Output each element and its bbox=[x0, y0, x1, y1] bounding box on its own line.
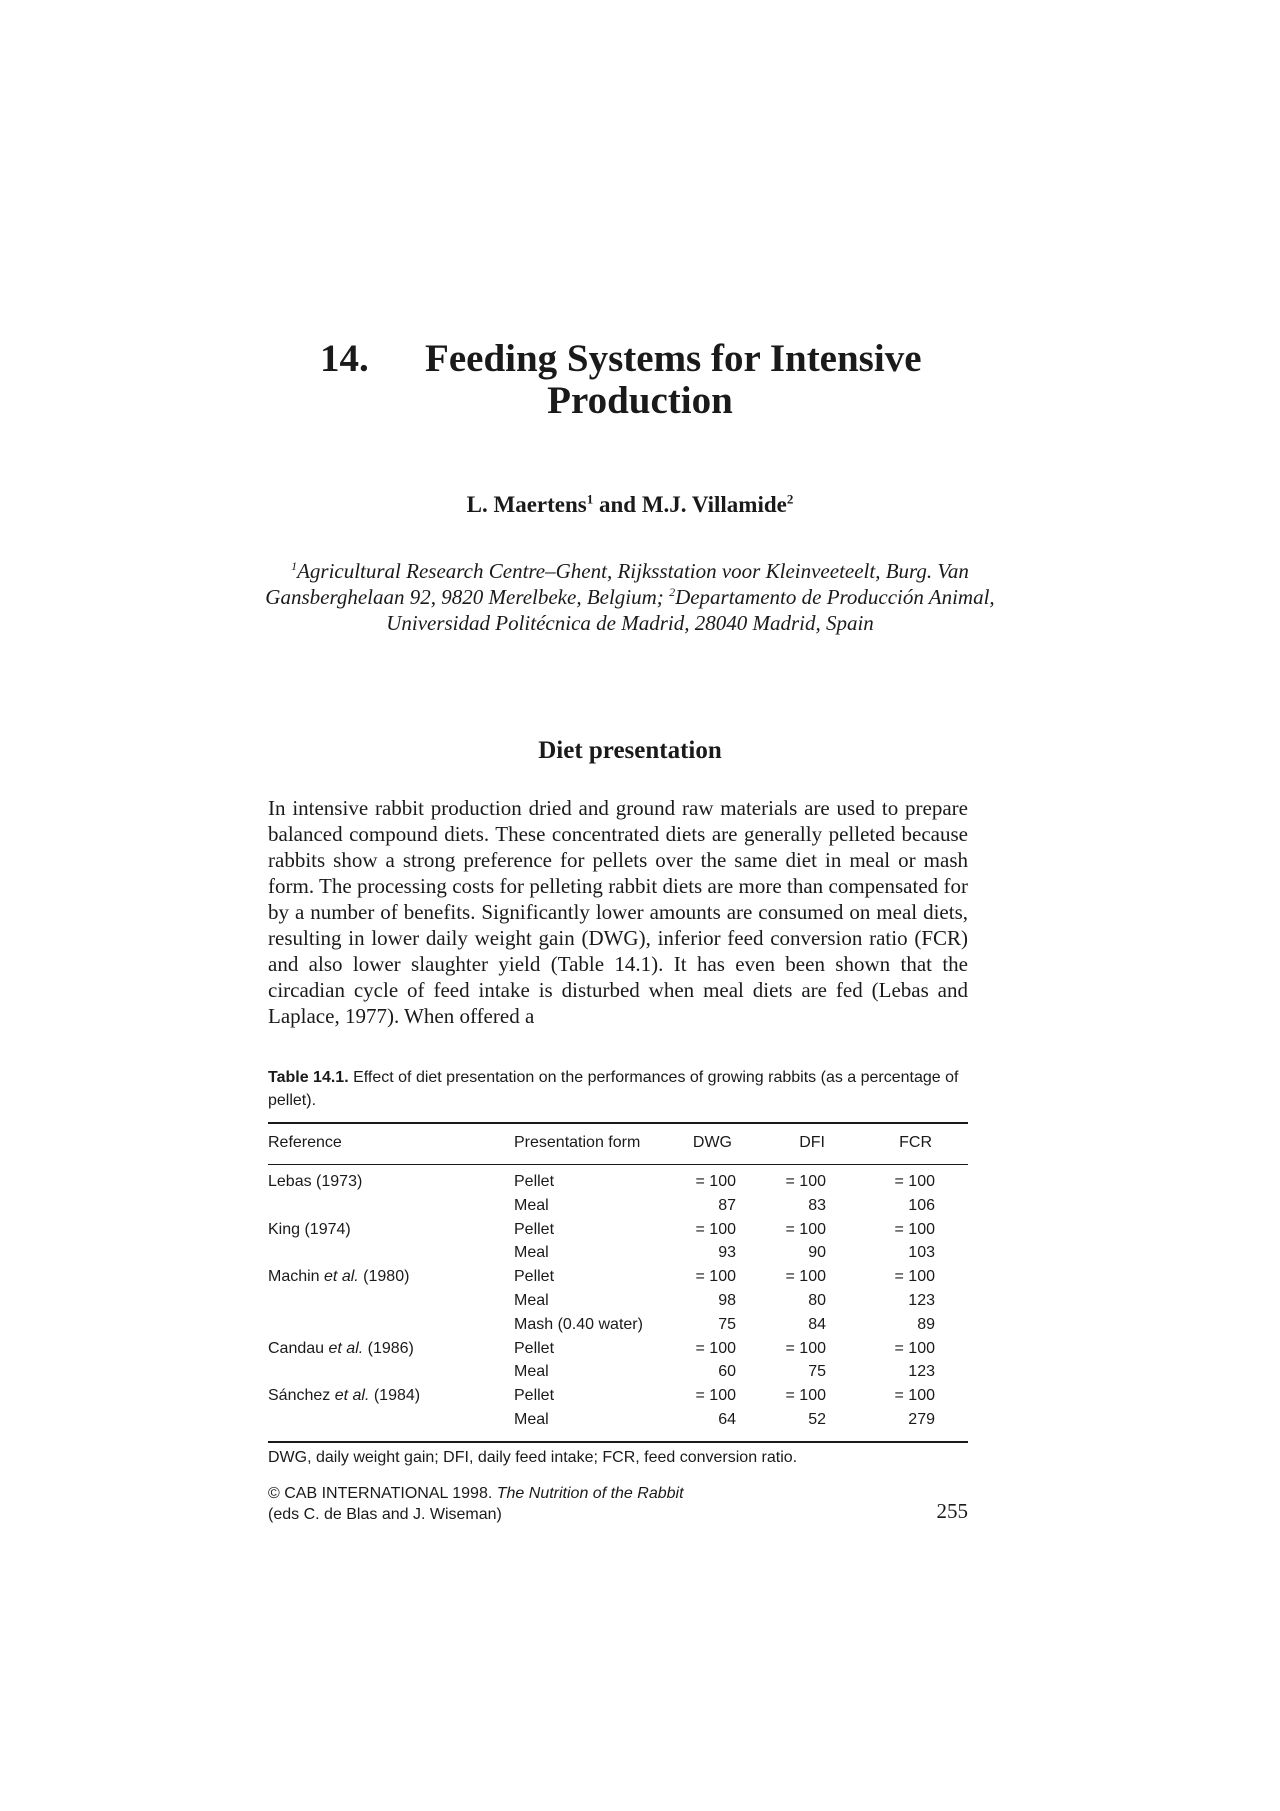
cell-reference bbox=[268, 1170, 362, 1194]
cell-presentation-form: Meal bbox=[514, 1410, 549, 1428]
cell-fcr: 123 bbox=[908, 1291, 935, 1309]
cell-dwg: = 100 bbox=[695, 1173, 736, 1190]
chapter-title-line1: Feeding Systems for Intensive bbox=[425, 337, 922, 380]
reference-author: Lebas (1973) bbox=[268, 1173, 363, 1190]
reference-etal: et al. bbox=[334, 1387, 370, 1405]
copyright-line bbox=[268, 1483, 684, 1504]
reference-author: Sánchez bbox=[268, 1387, 335, 1405]
cell-fcr: = 100 bbox=[894, 1220, 935, 1238]
cell-dfi: 80 bbox=[808, 1291, 826, 1309]
cell-presentation-form: Meal bbox=[514, 1291, 549, 1309]
cell-dwg: 87 bbox=[718, 1196, 736, 1214]
table-header-rule bbox=[268, 1164, 968, 1165]
cell-dwg: 75 bbox=[718, 1315, 736, 1333]
author-superscript: 2 bbox=[786, 491, 794, 507]
cell-dfi: 90 bbox=[808, 1244, 826, 1262]
table-row bbox=[268, 1170, 968, 1194]
cell-dwg: = 100 bbox=[695, 1339, 736, 1357]
cell-presentation-form: Meal bbox=[514, 1196, 549, 1214]
cell-fcr: = 100 bbox=[894, 1268, 935, 1286]
cell-dwg: 98 bbox=[718, 1291, 736, 1309]
table-row bbox=[268, 1265, 968, 1289]
cell-dfi: 83 bbox=[808, 1196, 826, 1214]
cell-dfi: 75 bbox=[808, 1363, 826, 1381]
cell-presentation-form: Pellet bbox=[514, 1387, 555, 1405]
table-row bbox=[268, 1337, 968, 1361]
cell-fcr: 106 bbox=[908, 1196, 935, 1214]
cell-dwg: 60 bbox=[718, 1363, 736, 1381]
reference-etal: et al. bbox=[328, 1339, 364, 1357]
reference-year: (1980) bbox=[358, 1268, 410, 1286]
cell-dfi: = 100 bbox=[785, 1173, 826, 1190]
copyright-prefix: © CAB INTERNATIONAL 1998. bbox=[268, 1485, 497, 1502]
header-fcr: FCR bbox=[899, 1134, 932, 1151]
table-row bbox=[268, 1194, 968, 1218]
cell-fcr: 103 bbox=[908, 1244, 935, 1262]
table-header-row bbox=[268, 1131, 968, 1155]
affiliation-superscript: 2 bbox=[669, 585, 676, 599]
cell-dfi: = 100 bbox=[785, 1220, 826, 1238]
cell-fcr: = 100 bbox=[894, 1387, 935, 1405]
author-line bbox=[300, 492, 960, 518]
cell-dfi: 84 bbox=[808, 1315, 826, 1333]
cell-reference bbox=[268, 1384, 420, 1408]
affiliation-text: Agricultural Research Centre–Ghent, Rijksstation voor Kleinveeteelt, Burg. Van Gansberghelaan 92, 9820 Merelbeke, Belgium; bbox=[265, 559, 969, 609]
cell-dfi: = 100 bbox=[785, 1387, 826, 1405]
page-number: 255 bbox=[936, 1499, 968, 1523]
affiliation-superscript: 1 bbox=[291, 559, 298, 573]
cell-dwg: = 100 bbox=[695, 1387, 736, 1405]
table-row bbox=[268, 1218, 968, 1242]
header-dwg: DWG bbox=[692, 1134, 732, 1151]
cell-dwg: = 100 bbox=[695, 1268, 736, 1286]
reference-year: (1984) bbox=[369, 1387, 421, 1405]
chapter-title bbox=[300, 338, 960, 422]
table-row bbox=[268, 1408, 968, 1432]
cell-dwg: 64 bbox=[718, 1410, 736, 1428]
book-title: The Nutrition of the Rabbit bbox=[496, 1485, 684, 1502]
table-row bbox=[268, 1289, 968, 1313]
cell-presentation-form: Pellet bbox=[514, 1220, 555, 1238]
cell-reference bbox=[268, 1265, 409, 1289]
cell-fcr: = 100 bbox=[894, 1339, 935, 1357]
author-name: M.J. Villamide bbox=[641, 492, 787, 517]
cell-fcr: = 100 bbox=[894, 1173, 935, 1190]
affiliation-text: Departamento de Producción Animal, Universidad Politécnica de Madrid, 28040 Madrid, Spain bbox=[386, 585, 995, 635]
author-connector: and bbox=[593, 492, 642, 517]
table-caption-label: Table 14.1. bbox=[268, 1069, 349, 1086]
cell-dwg: 93 bbox=[718, 1244, 736, 1262]
reference-year: (1986) bbox=[363, 1339, 414, 1357]
reference-author: Machin bbox=[268, 1268, 325, 1286]
editors-line: (eds C. de Blas and J. Wiseman) bbox=[268, 1506, 502, 1523]
cell-reference bbox=[268, 1337, 414, 1361]
cell-fcr: 279 bbox=[908, 1410, 935, 1428]
table-bottom-rule bbox=[268, 1441, 968, 1443]
cell-presentation-form: Meal bbox=[514, 1363, 549, 1381]
table-row bbox=[268, 1313, 968, 1337]
header-dfi: DFI bbox=[799, 1134, 825, 1151]
affiliations bbox=[262, 558, 998, 636]
table-row bbox=[268, 1360, 968, 1384]
header-reference: Reference bbox=[268, 1134, 342, 1151]
cell-dfi: = 100 bbox=[785, 1339, 826, 1357]
table-row bbox=[268, 1384, 968, 1408]
copyright-block bbox=[268, 1483, 684, 1525]
cell-fcr: 89 bbox=[917, 1315, 935, 1333]
table-top-rule bbox=[268, 1122, 968, 1124]
cell-presentation-form: Mash (0.40 water) bbox=[514, 1315, 643, 1333]
body-paragraph: In intensive rabbit production dried and ground raw materials are used to prepare balanced compound diets. These concentrated diets are generally pelleted because rabbits show a strong preference for pellets over the same diet in meal or mash form. The processing costs for pelleting rabbit diets are more than compensated for by a number of benefits. Significantly lower amounts are consumed on meal diets, resulting in lower daily weight gain (DWG), inferior feed conversion ratio (FCR) and also lower slaughter yield (Table 14.1). It has even been shown that the circadian cycle of feed intake is disturbed when meal diets are fed (Lebas and Laplace, 1977). When offered a bbox=[268, 796, 968, 1028]
table-row bbox=[268, 1241, 968, 1265]
cell-presentation-form: Pellet bbox=[514, 1173, 555, 1190]
table-caption-text: Effect of diet presentation on the performances of growing rabbits (as a percentage of pellet). bbox=[268, 1069, 959, 1109]
header-presentation-form: Presentation form bbox=[514, 1134, 641, 1151]
cell-fcr: 123 bbox=[908, 1363, 935, 1381]
author-name: L. Maertens bbox=[466, 492, 587, 517]
table-body bbox=[268, 1170, 968, 1432]
cell-presentation-form: Meal bbox=[514, 1244, 549, 1262]
reference-author: Candau bbox=[268, 1339, 329, 1357]
cell-dwg: = 100 bbox=[695, 1220, 736, 1238]
author-superscript: 1 bbox=[586, 491, 594, 507]
chapter-title-line2: Production bbox=[547, 379, 733, 422]
cell-reference bbox=[268, 1218, 351, 1242]
cell-presentation-form: Pellet bbox=[514, 1339, 555, 1357]
cell-dfi: = 100 bbox=[785, 1268, 826, 1286]
cell-presentation-form: Pellet bbox=[514, 1268, 555, 1286]
cell-dfi: 52 bbox=[808, 1410, 826, 1428]
table-header bbox=[268, 1131, 968, 1155]
table-footnote: DWG, daily weight gain; DFI, daily feed intake; FCR, feed conversion ratio. bbox=[268, 1449, 798, 1466]
table-caption bbox=[268, 1066, 968, 1112]
chapter-number: 14. bbox=[320, 337, 369, 380]
reference-author: King (1974) bbox=[268, 1220, 351, 1238]
reference-etal: et al. bbox=[324, 1268, 359, 1286]
section-heading: Diet presentation bbox=[538, 737, 722, 764]
